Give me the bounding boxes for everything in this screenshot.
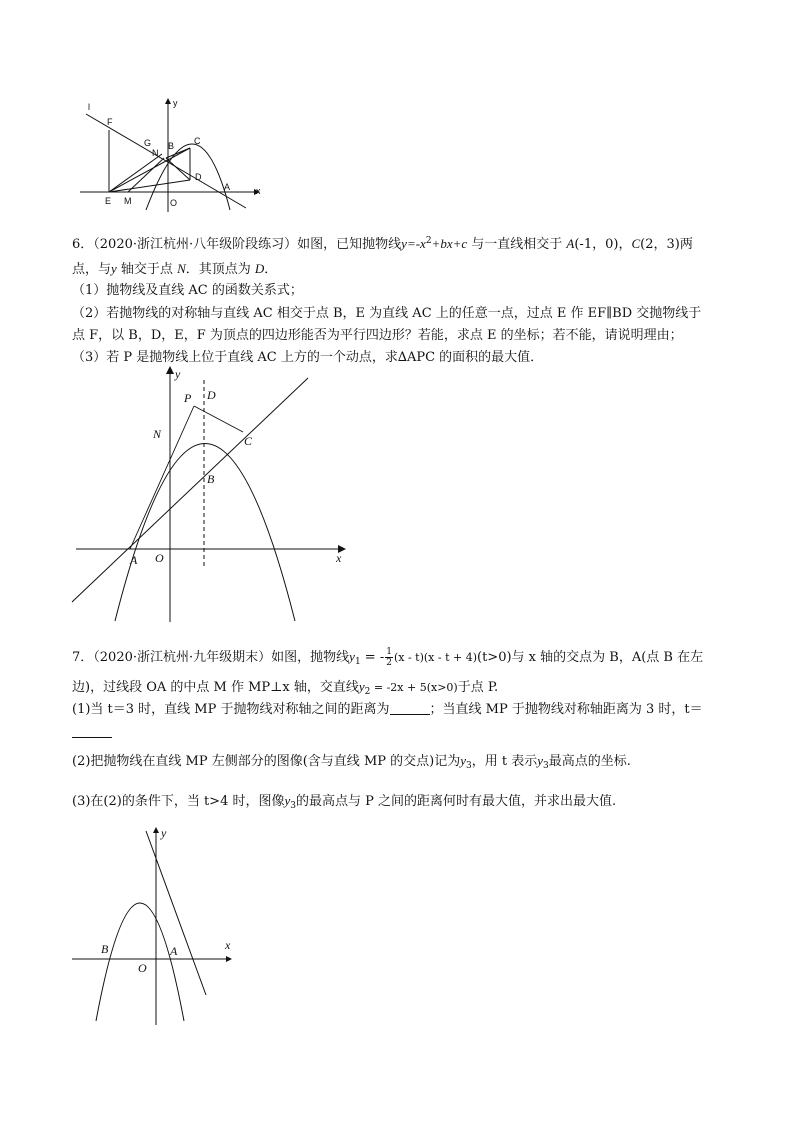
label-P: P xyxy=(184,391,192,405)
q7-eq-eq: = - xyxy=(360,650,385,665)
label-y: y xyxy=(175,367,181,381)
q7-frac-den: 2 xyxy=(386,658,392,668)
q7-part-2 xyxy=(72,750,724,777)
q7-frac-num: 1 xyxy=(386,647,392,657)
q7-y1-sub: 1 xyxy=(354,657,361,667)
q6-part-1: （1）抛物线及直线 AC 的函数关系式； xyxy=(72,283,303,298)
q7-part-1-line-1 xyxy=(72,699,724,720)
label-F: F xyxy=(107,117,113,127)
q7-line-1 xyxy=(72,646,724,673)
q7-line2-b: 于点 P. xyxy=(457,680,499,695)
q6-line2-y: y xyxy=(111,261,117,276)
label-B: B xyxy=(168,141,175,151)
parabola xyxy=(115,444,295,622)
segment-PC xyxy=(194,406,243,432)
q7-line2-eq: = -2x + 5 xyxy=(370,681,427,694)
label-x: x xyxy=(336,551,342,565)
label-C: C xyxy=(194,136,201,146)
q6-line2-N: N xyxy=(177,261,186,276)
segment-bd xyxy=(166,158,190,180)
label-N: N xyxy=(152,148,159,158)
q6-line-1 xyxy=(72,231,724,255)
q7-part-3 xyxy=(72,790,724,817)
q6-pt-C-coord: (2，3) xyxy=(640,237,680,252)
q6-number: 6． xyxy=(72,237,94,252)
q7-p1-blank-2[interactable] xyxy=(72,724,112,738)
q7-p1-b: ；当直线 MP 于抛物线对称轴距离为 3 时，t＝ xyxy=(429,702,703,717)
y-axis-arrow xyxy=(153,827,159,833)
q7-p3-y3: y xyxy=(284,793,291,808)
label-B: B xyxy=(101,942,109,956)
line-AC xyxy=(72,378,308,602)
line-y2 xyxy=(146,831,206,995)
q7-y1: y xyxy=(349,649,355,664)
label-B: B xyxy=(207,472,215,486)
q7-p2-y3b: y xyxy=(537,753,544,768)
label-O: O xyxy=(138,961,147,975)
q7-p2-y3-sub: 3 xyxy=(466,761,472,771)
q6-line2-d: ． xyxy=(264,262,278,277)
q7-p2-b: ，用 t 表示 xyxy=(471,754,538,769)
q6-comma: ， xyxy=(618,237,632,252)
q7-intro-b: 与 x 轴的交点为 B，A(点 B 在左 xyxy=(511,650,704,665)
label-x: x xyxy=(225,938,231,952)
q7-y2-sub: 2 xyxy=(364,687,371,697)
q6-eq-y: y xyxy=(401,236,407,251)
q7-source: （2020·浙江杭州·九年级期末） xyxy=(93,650,272,665)
label-A: A xyxy=(130,553,138,567)
label-O: O xyxy=(155,551,164,565)
parabola xyxy=(146,144,230,210)
segment-ed xyxy=(109,180,190,192)
label-l: l xyxy=(88,102,90,112)
q7-number: 7． xyxy=(72,650,94,665)
figure-1 xyxy=(78,96,278,216)
x-axis-arrow xyxy=(226,956,232,962)
figure-3 xyxy=(68,825,248,1030)
q6-pt-A-coord: (-1，0) xyxy=(574,237,619,252)
segment-PA xyxy=(130,406,194,549)
q6-intro-c: 两 xyxy=(679,237,693,252)
label-D: D xyxy=(195,172,202,182)
label-A: A xyxy=(170,944,178,958)
q7-p2-y3: y xyxy=(460,753,466,768)
q6-eq-mid: =-x xyxy=(406,236,426,251)
figure-2 xyxy=(70,366,360,626)
q7-p1-blank-1[interactable] xyxy=(390,701,430,715)
q7-p2-c: 最高点的坐标. xyxy=(548,754,631,769)
q6-source: （2020·浙江杭州·八年级阶段练习） xyxy=(93,237,298,252)
q7-y2: y xyxy=(358,679,365,694)
label-C: C xyxy=(244,434,253,448)
q6-intro-a: 如图，已知抛物线 xyxy=(297,237,402,252)
segment-eg xyxy=(109,154,162,192)
q6-intro-b: 与一直线相交于 xyxy=(467,237,567,252)
q7-cond-t: (t>0) xyxy=(477,650,512,665)
q7-part-1-line-2 xyxy=(72,722,724,743)
q7-line2-cond: (x>0) xyxy=(426,681,458,694)
label-N: N xyxy=(153,427,162,441)
q6-line2-a: 点，与 xyxy=(72,262,112,277)
q6-part-3: （3）若 P 是抛物线上位于直线 AC 上方的一个动点，求∆APC 的面积的最大值． xyxy=(72,350,544,365)
q7-line2-a: 边)，过线段 OA 的中点 M 作 MP⊥x 轴，交直线 xyxy=(72,680,359,695)
label-M: M xyxy=(124,196,132,206)
q7-p3-a: (3)在(2)的条件下，当 t>4 时，图像 xyxy=(72,794,285,809)
label-y: y xyxy=(161,826,167,840)
q7-p2-y3b-sub: 3 xyxy=(543,761,549,771)
label-y: y xyxy=(173,98,178,108)
q7-p1-a: (1)当 t＝3 时，直线 MP 于抛物线对称轴之间的距离为 xyxy=(72,702,390,717)
q6-pt-A: A xyxy=(566,236,575,251)
q6-part-2-line-2: 点 F，以 B，D，E，F 为顶点的四边形能否为平行四边形？若能，求点 E 的坐标；若不能，请说明理由； xyxy=(72,328,683,343)
q6-pt-C: C xyxy=(631,236,641,251)
q7-p2-a: (2)把抛物线在直线 MP 左侧部分的图像(含与直线 MP 的交点)记为 xyxy=(72,754,461,769)
label-G: G xyxy=(144,138,152,148)
q6-line2-c: ．其顶点为 xyxy=(185,262,255,277)
q6-eq-sq: 2 xyxy=(425,236,432,246)
q6-line2-b: 轴交于点 xyxy=(116,262,178,277)
q6-eq-rest: +bx+c xyxy=(431,236,468,251)
q7-fraction xyxy=(385,647,393,668)
label-D: D xyxy=(207,388,216,402)
q7-p3-b: 的最高点与 P 之间的距离何时有最大值，并求出最大值. xyxy=(296,794,617,809)
label-x: x xyxy=(256,186,261,196)
label-A: A xyxy=(224,182,231,192)
q7-intro-a: 如图，抛物线 xyxy=(271,650,350,665)
label-O: O xyxy=(170,198,178,208)
y-axis-arrow xyxy=(166,366,174,374)
y-axis-arrow xyxy=(165,98,171,104)
segment-ec xyxy=(109,148,190,192)
q7-eq-factor: (x - t)(x - t + 4) xyxy=(393,651,478,664)
label-E: E xyxy=(105,196,112,206)
q7-p3-y3-sub: 3 xyxy=(290,801,296,811)
q6-line2-D: D xyxy=(254,261,265,276)
q6-part-2-line-1: （2）若抛物线的对称轴与直线 AC 相交于点 B，E 为直线 AC 上的任意一点，过点 E 作 EF∥BD 交抛物线于 xyxy=(72,306,702,321)
q6-line-2 xyxy=(72,258,724,280)
